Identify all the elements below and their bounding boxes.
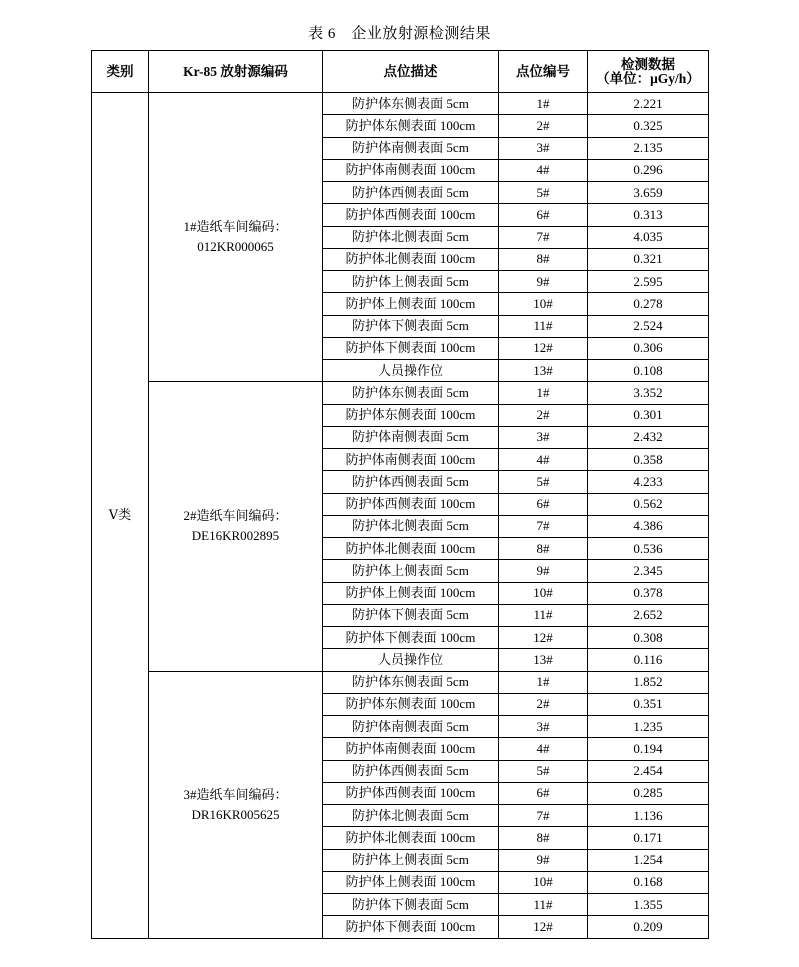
point-desc-cell: 防护体东侧表面 5cm <box>323 382 499 404</box>
point-desc-cell: 防护体东侧表面 100cm <box>323 115 499 137</box>
point-no-cell: 8# <box>499 827 588 849</box>
source-code: DR16KR005625 <box>191 806 280 822</box>
point-no-cell: 6# <box>499 782 588 804</box>
value-cell: 2.454 <box>588 760 709 782</box>
header-row <box>92 51 709 93</box>
value-cell: 3.659 <box>588 182 709 204</box>
workshop-label: 3#造纸车间编码： <box>183 786 288 802</box>
point-no-cell: 11# <box>499 315 588 337</box>
header-point-no: 点位编号 <box>499 51 588 93</box>
header-category: 类别 <box>92 51 149 93</box>
value-cell: 2.524 <box>588 315 709 337</box>
point-no-cell: 4# <box>499 159 588 181</box>
point-no-cell: 2# <box>499 404 588 426</box>
value-cell: 0.108 <box>588 360 709 382</box>
point-no-cell: 8# <box>499 248 588 270</box>
point-no-cell: 5# <box>499 760 588 782</box>
source-code: DE16KR002895 <box>191 528 280 544</box>
point-no-cell: 13# <box>499 649 588 671</box>
value-cell: 2.345 <box>588 560 709 582</box>
point-desc-cell: 防护体下侧表面 5cm <box>323 604 499 626</box>
source-code: 012KR000065 <box>197 239 274 255</box>
point-no-cell: 1# <box>499 382 588 404</box>
point-desc-cell: 防护体东侧表面 5cm <box>323 671 499 693</box>
value-cell: 4.386 <box>588 515 709 537</box>
point-no-cell: 8# <box>499 538 588 560</box>
point-desc-cell: 防护体南侧表面 100cm <box>323 449 499 471</box>
workshop-label: 2#造纸车间编码： <box>183 508 288 524</box>
point-desc-cell: 防护体下侧表面 5cm <box>323 894 499 916</box>
point-no-cell: 12# <box>499 627 588 649</box>
table-row <box>92 671 709 693</box>
value-cell: 2.595 <box>588 271 709 293</box>
point-no-cell: 9# <box>499 271 588 293</box>
point-no-cell: 7# <box>499 805 588 827</box>
header-value-line1: 检测数据 <box>621 56 675 72</box>
point-desc-cell: 防护体东侧表面 100cm <box>323 404 499 426</box>
point-no-cell: 4# <box>499 738 588 760</box>
point-desc-cell: 防护体北侧表面 100cm <box>323 248 499 270</box>
table-caption: 表 6 企业放射源检测结果 <box>308 26 491 42</box>
value-cell: 0.321 <box>588 248 709 270</box>
point-desc-cell: 防护体北侧表面 5cm <box>323 515 499 537</box>
header-point-desc: 点位描述 <box>323 51 499 93</box>
value-cell: 0.325 <box>588 115 709 137</box>
point-no-cell: 11# <box>499 604 588 626</box>
point-desc-cell: 防护体下侧表面 5cm <box>323 315 499 337</box>
point-desc-cell: 防护体南侧表面 5cm <box>323 426 499 448</box>
point-no-cell: 9# <box>499 560 588 582</box>
point-desc-cell: 防护体南侧表面 5cm <box>323 716 499 738</box>
value-cell: 0.171 <box>588 827 709 849</box>
point-no-cell: 10# <box>499 582 588 604</box>
point-no-cell: 1# <box>499 671 588 693</box>
value-cell: 0.278 <box>588 293 709 315</box>
point-desc-cell: 防护体西侧表面 5cm <box>323 760 499 782</box>
point-desc-cell: 人员操作位 <box>323 360 499 382</box>
point-desc-cell: 防护体南侧表面 100cm <box>323 159 499 181</box>
value-cell: 2.432 <box>588 426 709 448</box>
point-desc-cell: 防护体西侧表面 100cm <box>323 493 499 515</box>
point-desc-cell: 防护体东侧表面 100cm <box>323 693 499 715</box>
value-cell: 0.562 <box>588 493 709 515</box>
header-value-line2: （单位：μGy/h） <box>596 70 700 86</box>
value-cell: 0.296 <box>588 159 709 181</box>
point-no-cell: 7# <box>499 515 588 537</box>
point-desc-cell: 人员操作位 <box>323 649 499 671</box>
value-cell: 0.536 <box>588 538 709 560</box>
value-cell: 0.209 <box>588 916 709 938</box>
point-no-cell: 2# <box>499 693 588 715</box>
point-desc-cell: 防护体北侧表面 5cm <box>323 805 499 827</box>
point-desc-cell: 防护体上侧表面 5cm <box>323 560 499 582</box>
point-desc-cell: 防护体上侧表面 100cm <box>323 582 499 604</box>
source-code-cell <box>149 93 323 382</box>
point-desc-cell: 防护体北侧表面 100cm <box>323 827 499 849</box>
workshop-label: 1#造纸车间编码： <box>183 219 288 235</box>
point-no-cell: 3# <box>499 426 588 448</box>
value-cell: 0.168 <box>588 871 709 893</box>
value-cell: 0.306 <box>588 337 709 359</box>
point-no-cell: 12# <box>499 916 588 938</box>
source-code-cell <box>149 671 323 938</box>
value-cell: 1.852 <box>588 671 709 693</box>
point-no-cell: 7# <box>499 226 588 248</box>
value-cell: 1.136 <box>588 805 709 827</box>
value-cell: 0.358 <box>588 449 709 471</box>
point-desc-cell: 防护体南侧表面 100cm <box>323 738 499 760</box>
point-desc-cell: 防护体下侧表面 100cm <box>323 627 499 649</box>
point-no-cell: 5# <box>499 471 588 493</box>
point-no-cell: 2# <box>499 115 588 137</box>
value-cell: 0.378 <box>588 582 709 604</box>
point-no-cell: 5# <box>499 182 588 204</box>
header-source-code: Kr-85 放射源编码 <box>149 51 323 93</box>
table-row <box>92 382 709 404</box>
value-cell: 0.351 <box>588 693 709 715</box>
point-no-cell: 3# <box>499 137 588 159</box>
value-cell: 0.308 <box>588 627 709 649</box>
value-cell: 0.313 <box>588 204 709 226</box>
value-cell: 2.221 <box>588 93 709 115</box>
point-desc-cell: 防护体北侧表面 5cm <box>323 226 499 248</box>
point-no-cell: 4# <box>499 449 588 471</box>
value-cell: 0.116 <box>588 649 709 671</box>
value-cell: 4.035 <box>588 226 709 248</box>
point-no-cell: 6# <box>499 204 588 226</box>
point-desc-cell: 防护体西侧表面 5cm <box>323 182 499 204</box>
point-no-cell: 9# <box>499 849 588 871</box>
value-cell: 3.352 <box>588 382 709 404</box>
point-desc-cell: 防护体西侧表面 5cm <box>323 471 499 493</box>
point-desc-cell: 防护体下侧表面 100cm <box>323 916 499 938</box>
point-desc-cell: 防护体南侧表面 5cm <box>323 137 499 159</box>
point-desc-cell: 防护体西侧表面 100cm <box>323 204 499 226</box>
point-desc-cell: 防护体下侧表面 100cm <box>323 337 499 359</box>
point-no-cell: 1# <box>499 93 588 115</box>
point-desc-cell: 防护体北侧表面 100cm <box>323 538 499 560</box>
value-cell: 0.194 <box>588 738 709 760</box>
point-desc-cell: 防护体东侧表面 5cm <box>323 93 499 115</box>
point-no-cell: 10# <box>499 871 588 893</box>
point-no-cell: 13# <box>499 360 588 382</box>
value-cell: 2.135 <box>588 137 709 159</box>
value-cell: 1.235 <box>588 716 709 738</box>
point-no-cell: 3# <box>499 716 588 738</box>
point-desc-cell: 防护体上侧表面 100cm <box>323 293 499 315</box>
point-no-cell: 12# <box>499 337 588 359</box>
point-no-cell: 11# <box>499 894 588 916</box>
point-no-cell: 10# <box>499 293 588 315</box>
value-cell: 0.301 <box>588 404 709 426</box>
value-cell: 4.233 <box>588 471 709 493</box>
value-cell: 2.652 <box>588 604 709 626</box>
results-table <box>91 50 709 939</box>
category-cell: Ⅴ类 <box>92 93 149 939</box>
value-cell: 1.355 <box>588 894 709 916</box>
point-no-cell: 6# <box>499 493 588 515</box>
source-code-cell <box>149 382 323 671</box>
value-cell: 0.285 <box>588 782 709 804</box>
value-cell: 1.254 <box>588 849 709 871</box>
table-row <box>92 93 709 115</box>
table-body <box>92 93 709 939</box>
header-value <box>588 51 709 93</box>
point-desc-cell: 防护体西侧表面 100cm <box>323 782 499 804</box>
point-desc-cell: 防护体上侧表面 100cm <box>323 871 499 893</box>
point-desc-cell: 防护体上侧表面 5cm <box>323 849 499 871</box>
point-desc-cell: 防护体上侧表面 5cm <box>323 271 499 293</box>
